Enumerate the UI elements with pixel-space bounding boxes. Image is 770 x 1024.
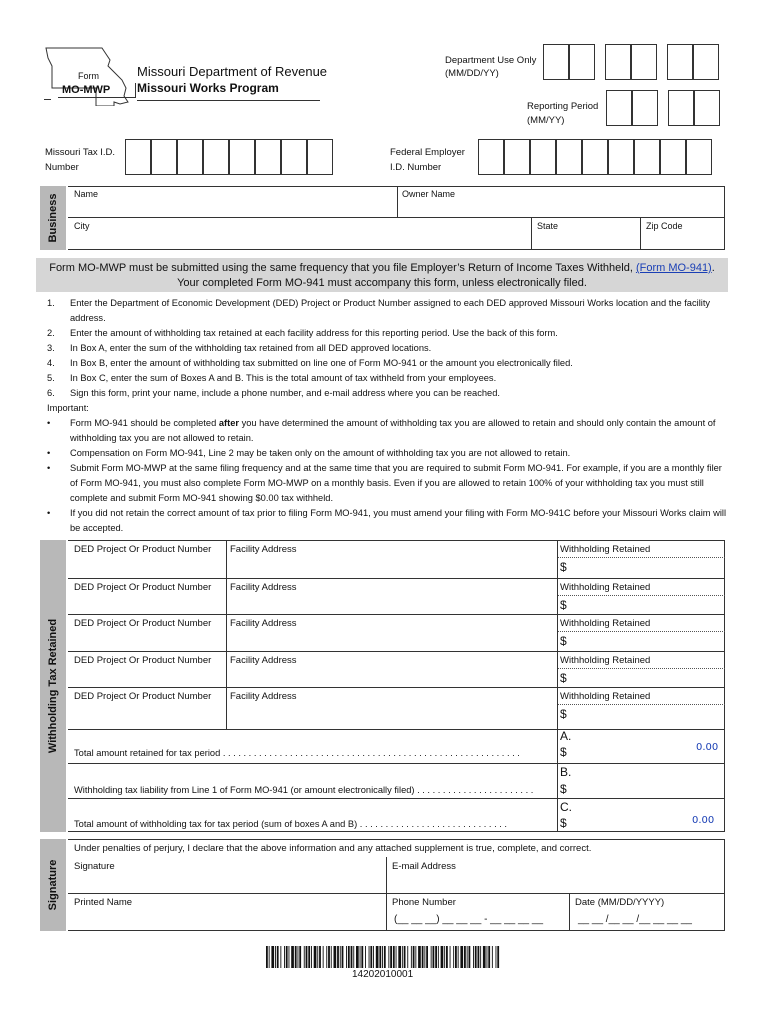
withholding-retained-amount[interactable]: $ <box>560 671 567 685</box>
digit-box[interactable] <box>478 139 504 175</box>
barcode-bar <box>340 946 341 968</box>
instruction-number: 4. <box>47 358 55 368</box>
total-divider-top <box>68 729 725 730</box>
ded-number-label: DED Project Or Product Number <box>74 544 212 555</box>
barcode-bar <box>269 946 270 968</box>
digit-box[interactable] <box>556 139 582 175</box>
perjury-statement: Under penalties of perjury, I declare that the above information and any attached supplement is true, complete, and correct. <box>74 843 592 854</box>
barcode-bar <box>323 946 324 968</box>
barcode-bar <box>431 946 432 968</box>
digit-box[interactable] <box>660 139 686 175</box>
barcode-bar <box>441 946 444 968</box>
bullet-text-pre: If you did not retain the correct amount of tax prior to filing Form MO-941, you must amend your filing with Form MO-941C before your Missouri Works claim will be accepted. <box>70 508 727 533</box>
barcode-bar <box>398 946 401 968</box>
phone-label: Phone Number <box>392 897 456 908</box>
amount-col-divider <box>557 614 558 651</box>
box-a-value[interactable]: 0.00 <box>696 742 719 753</box>
amount-dotted-rule <box>558 668 725 669</box>
email-label: E-mail Address <box>392 861 456 872</box>
barcode-bar <box>492 946 493 968</box>
digit-box[interactable] <box>569 44 595 80</box>
bullet-icon: • <box>47 418 51 428</box>
withholding-retained-amount[interactable]: $ <box>560 598 567 612</box>
barcode-bar <box>369 946 370 968</box>
barcode-bar <box>379 946 381 968</box>
mo-tax-id-label: Missouri Tax I.D. <box>45 147 116 158</box>
amount-col-divider <box>557 687 558 729</box>
barcode-bar <box>351 946 353 968</box>
important-bullet <box>47 416 727 446</box>
barcode-bar <box>284 946 285 968</box>
digit-box[interactable] <box>229 139 255 175</box>
barcode-bar <box>275 946 276 968</box>
bullet-text-pre: Submit Form MO-MWP at the same filing frequency and at the same time that you are required to submit Form MO-941. For example, if you are a monthly filer of Form MO-941, you must also complete Form MO-MWP on a monthly basis. Even if you are allowed to retain 100% of your withholding tax you must still complete and submit Form MO-941 showing $0.00 tax withheld. <box>70 463 722 503</box>
barcode-bar <box>361 946 363 968</box>
barcode-bar <box>496 946 497 968</box>
barcode-bar <box>388 946 389 968</box>
instruction-number: 5. <box>47 373 55 383</box>
barcode-bar <box>402 946 403 968</box>
city-label: City <box>74 221 90 231</box>
city-field[interactable] <box>68 217 532 250</box>
barcode-bar <box>306 946 308 968</box>
barcode-bar <box>407 946 408 968</box>
barcode-number: 14202010001 <box>352 969 414 980</box>
barcode-bar <box>446 946 448 968</box>
withholding-retained-label: Withholding Retained <box>560 582 651 593</box>
amount-col-divider <box>557 540 558 578</box>
instruction-item <box>47 386 727 401</box>
barcode-bar <box>453 946 454 968</box>
box-a-label: Total amount retained for tax period . . . . . . . . . . . . . . . . . . . . . . . . . . . . . . . . . . . . . . . . . . . . . . . . . . . . . . . . . . <box>74 748 520 758</box>
barcode-bar <box>308 946 310 968</box>
barcode-bar <box>478 946 480 968</box>
barcode-bar <box>353 946 354 968</box>
amount-dotted-rule <box>558 631 725 632</box>
barcode-bar <box>390 946 392 968</box>
notice-text: Form MO-MWP must be submitted using the same frequency that you file Employer’s Return of Income Taxes Withheld, <box>49 262 636 274</box>
barcode-bar <box>376 946 379 968</box>
facility-address-label: Facility Address <box>230 618 297 629</box>
barcode-bar <box>342 946 344 968</box>
barcode-bar <box>384 946 386 968</box>
digit-box[interactable] <box>543 44 569 80</box>
barcode-bar <box>413 946 415 968</box>
bullet-text-bold: after <box>218 418 239 428</box>
barcode-bar <box>435 946 437 968</box>
barcode-bar <box>393 946 395 968</box>
business-name-field[interactable] <box>68 186 398 218</box>
box-c-letter: C. <box>560 800 572 814</box>
withholding-retained-amount[interactable]: $ <box>560 634 567 648</box>
digit-box[interactable] <box>530 139 556 175</box>
withholding-section-tab <box>40 540 66 832</box>
title-rule <box>137 100 320 101</box>
barcode-bar <box>488 946 490 968</box>
dept-name: Missouri Department of Revenue <box>137 64 328 79</box>
instruction-text: Sign this form, print your name, include a phone number, and e-mail address where you can be reached. <box>70 388 500 398</box>
zip-label: Zip Code <box>646 221 683 231</box>
barcode-bar <box>271 946 274 968</box>
bullet-text-pre: Compensation on Form MO-941, Line 2 may be taken only on the amount of withholding tax you are not allowed to retain. <box>70 448 571 458</box>
barcode-bar <box>295 946 297 968</box>
barcode-bar <box>311 946 312 968</box>
digit-box[interactable] <box>504 139 530 175</box>
ded-number-label: DED Project Or Product Number <box>74 691 212 702</box>
barcode-bar <box>444 946 445 968</box>
barcode-bar <box>266 946 268 968</box>
withholding-retained-label: Withholding Retained <box>560 544 651 555</box>
dept-use-date-boxes[interactable] <box>543 44 719 80</box>
barcode-bar <box>289 946 290 968</box>
bullet-text <box>70 461 727 506</box>
notice-period: . <box>711 262 715 274</box>
withholding-retained-label: Withholding Retained <box>560 691 651 702</box>
barcode-bar <box>455 946 457 968</box>
barcode-bar <box>356 946 359 968</box>
form-id: MO-MWP <box>62 84 111 96</box>
box-b-label: Withholding tax liability from Line 1 of Form MO-941 (or amount electronically filed) . . . . . . . . . . . . . . . . . . . . . . . <box>74 785 534 795</box>
bullet-text-pre: Form MO-941 should be completed <box>70 418 219 428</box>
barcode-bar <box>433 946 435 968</box>
date-input[interactable]: __ __ /__ __ /__ __ __ __ <box>578 914 692 925</box>
signature-field[interactable] <box>68 857 386 894</box>
barcode-bar <box>438 946 439 968</box>
instruction-number: 2. <box>47 328 55 338</box>
barcode-bar <box>382 946 383 968</box>
box-c-value[interactable]: 0.00 <box>692 815 715 826</box>
date-label: Date (MM/DD/YYYY) <box>575 897 665 908</box>
barcode-bar <box>365 946 366 968</box>
instruction-text: Enter the Department of Economic Development (DED) Project or Product Number assigned to each DED approved Missouri Works location and the facility address. <box>70 298 711 323</box>
barcode-bar <box>337 946 339 968</box>
amount-col-divider <box>557 578 558 614</box>
barcode-bar <box>334 946 337 968</box>
box-a-letter: A. <box>560 729 572 743</box>
fein-label-2: I.D. Number <box>390 162 442 173</box>
notice-line-1 <box>36 261 728 276</box>
important-bullet <box>47 506 727 536</box>
form-mo-941-link[interactable]: (Form MO-941) <box>635 262 712 274</box>
withholding-section-label: Withholding Tax Retained <box>47 618 59 754</box>
digit-box[interactable] <box>125 139 151 175</box>
barcode-bar <box>473 946 474 968</box>
notice-line-2: Your completed Form MO-941 must accompany this form, unless electronically filed. <box>177 277 587 289</box>
digit-box[interactable] <box>255 139 281 175</box>
barcode-bar <box>317 946 318 968</box>
dept-use-label: Department Use Only <box>445 55 537 66</box>
barcode-bar <box>360 946 361 968</box>
digit-box[interactable] <box>151 139 177 175</box>
barcode-bar <box>418 946 421 968</box>
digit-box[interactable] <box>667 44 693 80</box>
bullet-text <box>70 506 727 536</box>
fein-boxes[interactable] <box>478 139 712 175</box>
bullet-icon: • <box>47 463 51 473</box>
barcode-bar <box>280 946 281 968</box>
digit-box[interactable] <box>632 90 658 126</box>
barcode-bar <box>450 946 451 968</box>
facility-address-label: Facility Address <box>230 691 297 702</box>
box-c-label: Total amount of withholding tax for tax period (sum of boxes A and B) . . . . . . . . . . . . . . . . . . . . . . . . . . . . . <box>74 819 508 829</box>
instruction-item <box>47 371 727 386</box>
bullet-text-post: you have determined the amount of withholding tax you are allowed to retain and should only contain the amount of withholding tax you are not allowed to retain. <box>70 418 716 443</box>
digit-box[interactable] <box>694 90 720 126</box>
barcode-bar <box>319 946 321 968</box>
bullet-icon: • <box>47 448 51 458</box>
important-bullet <box>47 461 727 506</box>
amount-col-divider <box>557 651 558 687</box>
withholding-retained-amount[interactable]: $ <box>560 560 567 574</box>
ded-number-label: DED Project Or Product Number <box>74 582 212 593</box>
barcode-bar <box>291 946 294 968</box>
instruction-number: 3. <box>47 343 55 353</box>
barcode-bar <box>422 946 424 968</box>
digit-box[interactable] <box>605 44 631 80</box>
ded-number-label: DED Project Or Product Number <box>74 655 212 666</box>
barcode-bar <box>331 946 332 968</box>
instruction-item <box>47 296 727 326</box>
box-a-underline <box>68 763 725 764</box>
form-dash <box>44 99 51 100</box>
withholding-retained-amount[interactable]: $ <box>560 707 567 721</box>
withholding-retained-label: Withholding Retained <box>560 655 651 666</box>
digit-box[interactable] <box>634 139 660 175</box>
barcode-bar <box>497 946 499 968</box>
bullet-text <box>70 446 727 461</box>
barcode-bar <box>348 946 350 968</box>
frequency-notice <box>36 258 728 292</box>
reporting-period-format: (MM/YY) <box>527 115 565 126</box>
box-b-underline <box>68 798 725 799</box>
business-section-label: Business <box>47 193 59 243</box>
barcode-bar <box>326 946 327 968</box>
digit-box[interactable] <box>668 90 694 126</box>
barcode-bar <box>469 946 471 968</box>
signature-section-label: Signature <box>47 859 59 911</box>
mo-tax-id-boxes[interactable] <box>125 139 333 175</box>
barcode-bar <box>483 946 486 968</box>
digit-box[interactable] <box>203 139 229 175</box>
bullet-text <box>70 416 727 446</box>
barcode-bar <box>373 946 374 968</box>
instruction-item <box>47 341 727 356</box>
barcode-bar <box>404 946 406 968</box>
signature-section-tab <box>40 839 66 931</box>
instruction-number: 1. <box>47 298 55 308</box>
barcode-bar <box>346 946 347 968</box>
state-label: State <box>537 221 559 231</box>
ded-number-label: DED Project Or Product Number <box>74 618 212 629</box>
amount-dotted-rule <box>558 595 725 596</box>
box-a-dollar: $ <box>560 745 567 759</box>
barcode-bar <box>464 946 466 968</box>
dept-use-format: (MM/DD/YY) <box>445 68 499 79</box>
instruction-text: In Box A, enter the sum of the withholding tax retained from all DED approved locations. <box>70 343 432 353</box>
barcode <box>266 946 500 968</box>
barcode-bar <box>458 946 459 968</box>
important-bullet <box>47 446 727 461</box>
box-b-letter: B. <box>560 765 572 779</box>
digit-box[interactable] <box>608 139 634 175</box>
barcode-bar <box>396 946 397 968</box>
barcode-bar <box>480 946 481 968</box>
instruction-text: In Box C, enter the sum of Boxes A and B. This is the total amount of tax withheld from your employees. <box>70 373 497 383</box>
important-label: Important: <box>47 403 89 413</box>
barcode-bar <box>314 946 317 968</box>
barcode-bar <box>487 946 488 968</box>
reporting-period-label: Reporting Period <box>527 101 599 112</box>
facility-address-label: Facility Address <box>230 582 297 593</box>
barcode-bar <box>328 946 330 968</box>
mo-tax-id-label-2: Number <box>45 162 79 173</box>
digit-box[interactable] <box>281 139 307 175</box>
printed-name-label: Printed Name <box>74 897 133 908</box>
barcode-bar <box>424 946 425 968</box>
digit-box[interactable] <box>693 44 719 80</box>
box-b-dollar: $ <box>560 782 567 796</box>
amount-dotted-rule <box>558 557 725 558</box>
barcode-bar <box>298 946 299 968</box>
business-section-tab <box>40 186 66 250</box>
form-label: Form <box>78 71 99 81</box>
barcode-bar <box>286 946 288 968</box>
digit-box[interactable] <box>582 139 608 175</box>
business-name-label: Name <box>74 189 99 199</box>
barcode-bar <box>475 946 477 968</box>
owner-name-label: Owner Name <box>402 189 456 199</box>
amount-column-divider <box>557 729 558 832</box>
box-c-dollar: $ <box>560 816 567 830</box>
facility-address-label: Facility Address <box>230 544 297 555</box>
signature-label: Signature <box>74 861 115 872</box>
barcode-bar <box>277 946 279 968</box>
instruction-item <box>47 326 727 341</box>
facility-address-label: Facility Address <box>230 655 297 666</box>
reporting-period-boxes[interactable] <box>606 90 720 126</box>
fein-label: Federal Employer <box>390 147 465 158</box>
digit-box[interactable] <box>631 44 657 80</box>
instruction-text: In Box B, enter the amount of withholding tax submitted on line one of Form MO-941 or the amount you electronically filed. <box>70 358 573 368</box>
instruction-number: 6. <box>47 388 55 398</box>
instruction-text: Enter the amount of withholding tax retained at each facility address for this reporting period. Use the back of this form. <box>70 328 558 338</box>
instruction-item <box>47 356 727 371</box>
amount-dotted-rule <box>558 704 725 705</box>
barcode-bar <box>460 946 463 968</box>
barcode-bar <box>415 946 416 968</box>
program-name: Missouri Works Program <box>137 81 279 95</box>
phone-input[interactable]: (__ __ __) __ __ __ - __ __ __ __ <box>394 914 544 925</box>
digit-box[interactable] <box>307 139 333 175</box>
withholding-retained-label: Withholding Retained <box>560 618 651 629</box>
barcode-bar <box>304 946 305 968</box>
digit-box[interactable] <box>686 139 712 175</box>
barcode-bar <box>426 946 428 968</box>
date-col-divider <box>569 893 570 931</box>
digit-box[interactable] <box>177 139 203 175</box>
digit-box[interactable] <box>606 90 632 126</box>
bullet-icon: • <box>47 508 51 518</box>
barcode-bar <box>411 946 412 968</box>
barcode-bar <box>370 946 372 968</box>
barcode-bar <box>299 946 301 968</box>
barcode-bar <box>467 946 468 968</box>
